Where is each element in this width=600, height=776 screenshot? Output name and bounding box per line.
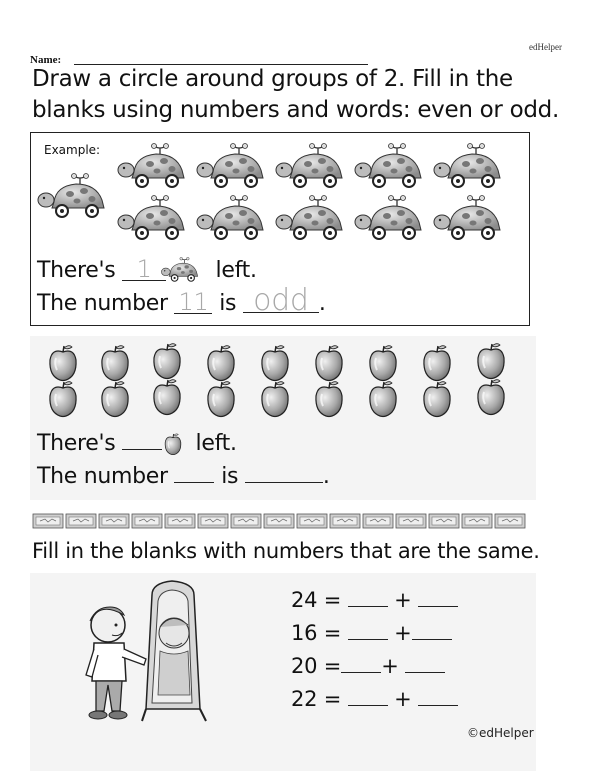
apple-leftover-blank[interactable] (122, 449, 162, 450)
apple-icon (262, 382, 288, 417)
instructions-line-2: blanks using numbers and words: even or odd. (32, 97, 559, 123)
apple-icon (424, 346, 450, 381)
equation-plus: + (394, 621, 412, 645)
example-parity-blank[interactable]: odd (243, 290, 319, 313)
equation-left: 22 = (291, 687, 342, 711)
equation-blank-a[interactable] (348, 606, 388, 607)
apple-leftover-prefix: There's (37, 431, 116, 456)
apple-icon (424, 382, 450, 417)
apple-icon (50, 346, 76, 381)
apple-leftover-line (37, 431, 237, 456)
equation-row-1 (291, 588, 458, 612)
apple-icon (208, 346, 234, 381)
equation-plus: + (394, 687, 412, 711)
brand-text: edHelper (529, 42, 562, 52)
apple-icon (208, 382, 234, 417)
equation-left: 24 = (291, 588, 342, 612)
equation-blank-a[interactable] (341, 672, 381, 673)
name-label: Name: (30, 54, 62, 66)
equation-blank-b[interactable] (418, 705, 458, 706)
apple-number-blank[interactable] (174, 482, 214, 483)
example-number-blank[interactable]: 11 (174, 291, 212, 314)
example-number-end: . (318, 291, 326, 316)
apple-icon (370, 382, 396, 417)
apple-parity-blank[interactable] (245, 482, 323, 483)
apple-icon (102, 346, 128, 381)
apple-icon (102, 382, 128, 417)
apple-icon (478, 380, 504, 415)
apple-icon (370, 346, 396, 381)
equation-row-4 (291, 687, 458, 711)
apple-number-line (37, 464, 330, 489)
boy-mirror-illustration (60, 585, 230, 735)
instructions-line-1: Draw a circle around groups of 2. Fill in the (32, 66, 513, 92)
apple-icon (478, 344, 504, 379)
example-label: Example: (44, 143, 101, 157)
equation-blank-a[interactable] (348, 639, 388, 640)
example-leftover-suffix: left. (215, 258, 257, 283)
apple-icon (154, 344, 180, 379)
section2-instruction: Fill in the blanks with numbers that are the same. (32, 539, 540, 563)
equation-left: 20 = (291, 654, 342, 678)
example-leftover-prefix: There's (37, 258, 116, 283)
equation-blank-b[interactable] (412, 639, 452, 640)
equation-plus: + (381, 654, 399, 678)
example-number-mid: is (219, 291, 237, 316)
equation-blank-a[interactable] (348, 705, 388, 706)
apple-icon (50, 382, 76, 417)
apple-leftover-suffix: left. (195, 431, 237, 456)
equation-left: 16 = (291, 621, 342, 645)
apple-icon (316, 346, 342, 381)
equation-row-2 (291, 621, 452, 645)
example-leftover-blank[interactable]: 1 (122, 258, 166, 281)
equation-blank-b[interactable] (418, 606, 458, 607)
example-number-prefix: The number (37, 291, 168, 316)
copyright-text: ©edHelper (467, 726, 534, 740)
apple-number-end: . (322, 464, 330, 489)
apple-number-mid: is (221, 464, 239, 489)
apple-icon (316, 382, 342, 417)
decorative-border (33, 512, 525, 530)
apple-icon (154, 380, 180, 415)
equation-row-3 (291, 654, 445, 678)
equation-blank-b[interactable] (405, 672, 445, 673)
apple-number-prefix: The number (37, 464, 168, 489)
apple-icon (262, 346, 288, 381)
equation-plus: + (394, 588, 412, 612)
